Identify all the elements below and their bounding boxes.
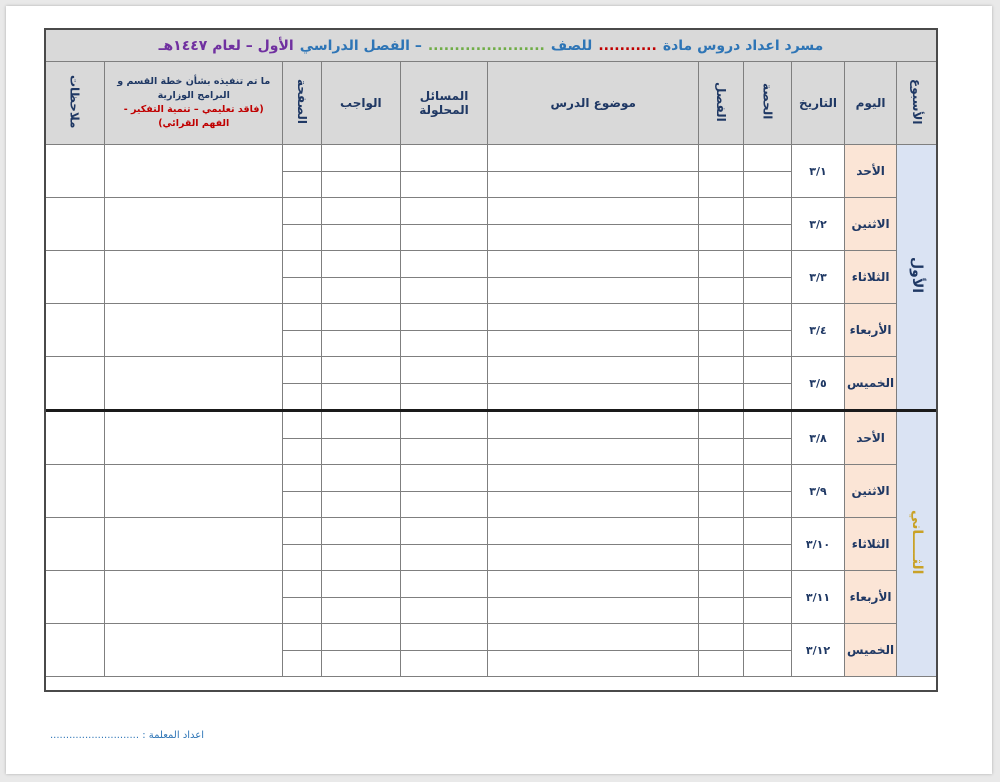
table-row bbox=[45, 198, 938, 225]
period-cell[interactable] bbox=[743, 651, 791, 677]
page-cell[interactable] bbox=[283, 278, 322, 304]
class-cell[interactable] bbox=[698, 411, 743, 439]
topic-cell[interactable] bbox=[488, 384, 698, 411]
topic-cell[interactable] bbox=[488, 304, 698, 331]
class-cell[interactable] bbox=[698, 492, 743, 518]
page-cell[interactable] bbox=[283, 545, 322, 571]
page-cell[interactable] bbox=[283, 357, 322, 384]
page-cell[interactable] bbox=[283, 172, 322, 198]
homework-cell[interactable] bbox=[321, 331, 400, 357]
date-cell: ٣/٩ bbox=[791, 465, 844, 518]
page-cell[interactable] bbox=[283, 411, 322, 439]
period-cell[interactable] bbox=[743, 225, 791, 251]
table-row bbox=[45, 304, 938, 331]
topic-cell[interactable] bbox=[488, 225, 698, 251]
day-cell: الأربعاء bbox=[845, 304, 897, 357]
solved-cell[interactable] bbox=[400, 304, 488, 331]
solved-cell[interactable] bbox=[400, 384, 488, 411]
class-cell[interactable] bbox=[698, 357, 743, 384]
page-cell[interactable] bbox=[283, 384, 322, 411]
prepared-by-dots: ............................ bbox=[50, 730, 140, 741]
class-cell[interactable] bbox=[698, 172, 743, 198]
topic-cell[interactable] bbox=[488, 465, 698, 492]
date-cell: ٣/٨ bbox=[791, 411, 844, 465]
class-cell[interactable] bbox=[698, 571, 743, 598]
implemented-cell[interactable] bbox=[105, 411, 283, 465]
header-implemented-note: (فاقد تعليمي – تنمية التفكير - الفهم القرائي) bbox=[123, 104, 264, 129]
homework-cell[interactable] bbox=[321, 357, 400, 384]
table-row bbox=[45, 571, 938, 598]
solved-cell[interactable] bbox=[400, 145, 488, 172]
period-cell[interactable] bbox=[743, 545, 791, 571]
notes-cell[interactable] bbox=[45, 145, 105, 198]
period-cell[interactable] bbox=[743, 198, 791, 225]
homework-cell[interactable] bbox=[321, 465, 400, 492]
homework-cell[interactable] bbox=[321, 624, 400, 651]
solved-cell[interactable] bbox=[400, 198, 488, 225]
implemented-cell[interactable] bbox=[105, 198, 283, 251]
topic-cell[interactable] bbox=[488, 439, 698, 465]
solved-cell[interactable] bbox=[400, 651, 488, 677]
page-cell[interactable] bbox=[283, 331, 322, 357]
day-cell: الثلاثاء bbox=[845, 518, 897, 571]
notes-cell[interactable] bbox=[45, 411, 105, 465]
solved-cell[interactable] bbox=[400, 545, 488, 571]
header-implemented-text: ما تم تنفيذه بشأن خطة القسم و البرامج الوزارية bbox=[117, 76, 271, 101]
period-cell[interactable] bbox=[743, 278, 791, 304]
implemented-cell[interactable] bbox=[105, 465, 283, 518]
topic-cell[interactable] bbox=[488, 357, 698, 384]
solved-cell[interactable] bbox=[400, 251, 488, 278]
table-row bbox=[45, 624, 938, 651]
topic-cell[interactable] bbox=[488, 145, 698, 172]
date-cell: ٣/٥ bbox=[791, 357, 844, 411]
table-row bbox=[45, 518, 938, 545]
implemented-cell[interactable] bbox=[105, 304, 283, 357]
homework-cell[interactable] bbox=[321, 304, 400, 331]
week-label: الثـــــاني bbox=[909, 509, 926, 575]
class-cell[interactable] bbox=[698, 545, 743, 571]
notes-cell[interactable] bbox=[45, 571, 105, 624]
homework-cell[interactable] bbox=[321, 278, 400, 304]
homework-cell[interactable] bbox=[321, 225, 400, 251]
day-cell: الاثنين bbox=[845, 465, 897, 518]
week-label: الأول bbox=[909, 256, 926, 294]
prepared-by-label: اعداد المعلمة : bbox=[142, 730, 205, 741]
solved-cell[interactable] bbox=[400, 492, 488, 518]
notes-cell[interactable] bbox=[45, 357, 105, 411]
topic-cell[interactable] bbox=[488, 624, 698, 651]
homework-cell[interactable] bbox=[321, 439, 400, 465]
period-cell[interactable] bbox=[743, 357, 791, 384]
footer-prepared-by bbox=[50, 730, 204, 741]
homework-cell[interactable] bbox=[321, 545, 400, 571]
topic-cell[interactable] bbox=[488, 492, 698, 518]
day-cell: الأحد bbox=[845, 411, 897, 465]
solved-cell[interactable] bbox=[400, 278, 488, 304]
class-cell[interactable] bbox=[698, 278, 743, 304]
class-cell[interactable] bbox=[698, 198, 743, 225]
period-cell[interactable] bbox=[743, 571, 791, 598]
class-cell[interactable] bbox=[698, 304, 743, 331]
notes-cell[interactable] bbox=[45, 304, 105, 357]
class-cell[interactable] bbox=[698, 384, 743, 411]
day-cell: الأحد bbox=[845, 145, 897, 198]
notes-cell[interactable] bbox=[45, 624, 105, 677]
title-subject-label: مسرد اعداد دروس مادة bbox=[662, 37, 824, 54]
notes-cell[interactable] bbox=[45, 465, 105, 518]
header-class: الفصل bbox=[698, 62, 743, 145]
page-cell[interactable] bbox=[283, 492, 322, 518]
date-cell: ٣/٢ bbox=[791, 198, 844, 251]
solved-cell[interactable] bbox=[400, 465, 488, 492]
period-cell[interactable] bbox=[743, 439, 791, 465]
period-cell[interactable] bbox=[743, 598, 791, 624]
table-row bbox=[45, 411, 938, 439]
title-subject-dots: ........... bbox=[598, 37, 657, 54]
page-cell[interactable] bbox=[283, 571, 322, 598]
homework-cell[interactable] bbox=[321, 384, 400, 411]
period-cell[interactable] bbox=[743, 384, 791, 411]
class-cell[interactable] bbox=[698, 598, 743, 624]
homework-cell[interactable] bbox=[321, 571, 400, 598]
header-page: الصفحة bbox=[283, 62, 322, 145]
table-header-row bbox=[45, 62, 938, 145]
solved-cell[interactable] bbox=[400, 172, 488, 198]
solved-cell[interactable] bbox=[400, 225, 488, 251]
class-cell[interactable] bbox=[698, 465, 743, 492]
class-cell[interactable] bbox=[698, 651, 743, 677]
class-cell[interactable] bbox=[698, 518, 743, 545]
period-cell[interactable] bbox=[743, 492, 791, 518]
homework-cell[interactable] bbox=[321, 598, 400, 624]
topic-cell[interactable] bbox=[488, 518, 698, 545]
day-cell: الخميس bbox=[845, 357, 897, 411]
period-cell[interactable] bbox=[743, 624, 791, 651]
page-cell[interactable] bbox=[283, 439, 322, 465]
date-cell: ٣/٣ bbox=[791, 251, 844, 304]
solved-cell[interactable] bbox=[400, 571, 488, 598]
page-cell[interactable] bbox=[283, 198, 322, 225]
header-homework: الواجب bbox=[321, 62, 400, 145]
page-cell[interactable] bbox=[283, 145, 322, 172]
header-solved: المسائل المحلولة bbox=[400, 62, 488, 145]
solved-cell[interactable] bbox=[400, 598, 488, 624]
page-cell[interactable] bbox=[283, 251, 322, 278]
header-date: التاريخ bbox=[791, 62, 844, 145]
header-implemented bbox=[105, 62, 283, 145]
week-label-cell bbox=[897, 145, 938, 411]
header-topic: موضوع الدرس bbox=[488, 62, 698, 145]
title-semester-label: – الفصل الدراسي bbox=[299, 37, 422, 54]
period-cell[interactable] bbox=[743, 145, 791, 172]
solved-cell[interactable] bbox=[400, 439, 488, 465]
week-label-cell bbox=[897, 411, 938, 677]
implemented-cell[interactable] bbox=[105, 518, 283, 571]
homework-cell[interactable] bbox=[321, 518, 400, 545]
page-cell[interactable] bbox=[283, 624, 322, 651]
solved-cell[interactable] bbox=[400, 331, 488, 357]
page-cell[interactable] bbox=[283, 225, 322, 251]
homework-cell[interactable] bbox=[321, 492, 400, 518]
topic-cell[interactable] bbox=[488, 571, 698, 598]
topic-cell[interactable] bbox=[488, 172, 698, 198]
homework-cell[interactable] bbox=[321, 198, 400, 225]
topic-cell[interactable] bbox=[488, 251, 698, 278]
topic-cell[interactable] bbox=[488, 651, 698, 677]
date-cell: ٣/١١ bbox=[791, 571, 844, 624]
sheet-title bbox=[44, 28, 938, 62]
lesson-log-table bbox=[44, 61, 938, 677]
table-row bbox=[45, 357, 938, 384]
day-cell: الاثنين bbox=[845, 198, 897, 251]
table-row bbox=[45, 251, 938, 278]
header-week: الأسبوع bbox=[897, 62, 938, 145]
class-cell[interactable] bbox=[698, 225, 743, 251]
title-grade-dots: ...................... bbox=[427, 37, 545, 54]
page-cell[interactable] bbox=[283, 598, 322, 624]
topic-cell[interactable] bbox=[488, 545, 698, 571]
period-cell[interactable] bbox=[743, 518, 791, 545]
homework-cell[interactable] bbox=[321, 651, 400, 677]
page-cell[interactable] bbox=[283, 518, 322, 545]
notes-cell[interactable] bbox=[45, 198, 105, 251]
period-cell[interactable] bbox=[743, 172, 791, 198]
day-cell: الأربعاء bbox=[845, 571, 897, 624]
homework-cell[interactable] bbox=[321, 411, 400, 439]
date-cell: ٣/١٠ bbox=[791, 518, 844, 571]
solved-cell[interactable] bbox=[400, 518, 488, 545]
topic-cell[interactable] bbox=[488, 198, 698, 225]
class-cell[interactable] bbox=[698, 251, 743, 278]
homework-cell[interactable] bbox=[321, 172, 400, 198]
period-cell[interactable] bbox=[743, 331, 791, 357]
title-grade-label: للصف bbox=[550, 37, 593, 54]
class-cell[interactable] bbox=[698, 145, 743, 172]
day-cell: الثلاثاء bbox=[845, 251, 897, 304]
date-cell: ٣/١٢ bbox=[791, 624, 844, 677]
homework-cell[interactable] bbox=[321, 251, 400, 278]
topic-cell[interactable] bbox=[488, 331, 698, 357]
period-cell[interactable] bbox=[743, 465, 791, 492]
period-cell[interactable] bbox=[743, 411, 791, 439]
topic-cell[interactable] bbox=[488, 411, 698, 439]
solved-cell[interactable] bbox=[400, 357, 488, 384]
solved-cell[interactable] bbox=[400, 411, 488, 439]
topic-cell[interactable] bbox=[488, 598, 698, 624]
date-cell: ٣/٤ bbox=[791, 304, 844, 357]
page-cell[interactable] bbox=[283, 304, 322, 331]
implemented-cell[interactable] bbox=[105, 624, 283, 677]
period-cell[interactable] bbox=[743, 251, 791, 278]
implemented-cell[interactable] bbox=[105, 357, 283, 411]
implemented-cell[interactable] bbox=[105, 145, 283, 198]
class-cell[interactable] bbox=[698, 331, 743, 357]
header-day: اليوم bbox=[845, 62, 897, 145]
implemented-cell[interactable] bbox=[105, 251, 283, 304]
class-cell[interactable] bbox=[698, 624, 743, 651]
day-cell: الخميس bbox=[845, 624, 897, 677]
page-cell[interactable] bbox=[283, 465, 322, 492]
class-cell[interactable] bbox=[698, 439, 743, 465]
date-cell: ٣/١ bbox=[791, 145, 844, 198]
topic-cell[interactable] bbox=[488, 278, 698, 304]
page-cell[interactable] bbox=[283, 651, 322, 677]
implemented-cell[interactable] bbox=[105, 571, 283, 624]
notes-cell[interactable] bbox=[45, 251, 105, 304]
period-cell[interactable] bbox=[743, 304, 791, 331]
homework-cell[interactable] bbox=[321, 145, 400, 172]
table-row bbox=[45, 145, 938, 172]
solved-cell[interactable] bbox=[400, 624, 488, 651]
header-notes: ملاحظات bbox=[45, 62, 105, 145]
title-year-label: الأول – لعام ١٤٤٧هـ bbox=[158, 37, 294, 54]
table-row bbox=[45, 465, 938, 492]
header-period: الحصة bbox=[743, 62, 791, 145]
notes-cell[interactable] bbox=[45, 518, 105, 571]
